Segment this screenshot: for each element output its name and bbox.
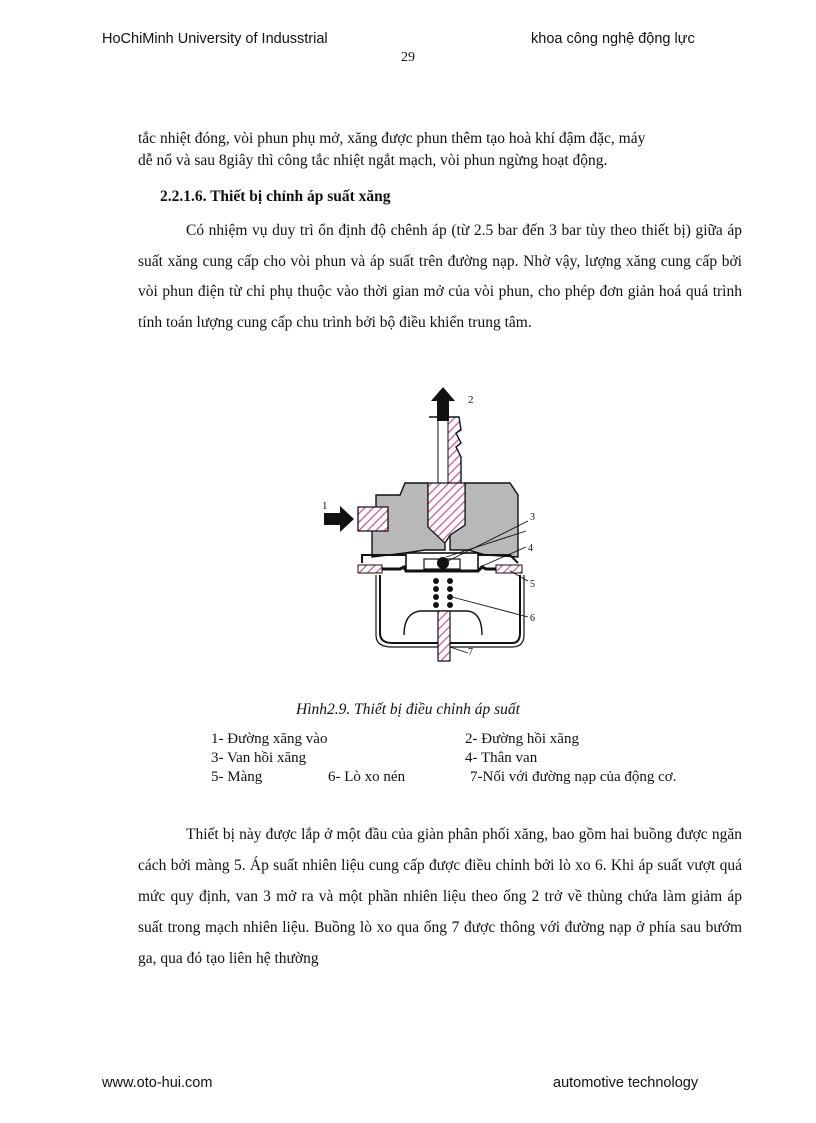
callout-3: 3 — [530, 512, 535, 523]
callout-4: 4 — [528, 543, 533, 554]
callout-1: 1 — [322, 500, 328, 512]
return-arrow — [431, 387, 455, 421]
paragraph-continuation — [138, 128, 742, 172]
footer-subject: automotive technology — [553, 1075, 699, 1091]
paragraph-text: Thiết bị này được lắp ở một đầu của giàn phân phối xăng, bao gồm hai buồng được ngăn cách bởi màng 5. Áp suất nhiên liệu cung cấp được điều chỉnh bởi lò xo 6. Khi áp suất vượt quá mức quy định, van 3 mở ra và một phần nhiên liệu theo ống 2 trở về thùng chứa làm giảm áp suất trong mạch nhiên liệu. Buồng lò xo qua ống 7 được thông với đường nạp ở phía sau bướm ga, qua đó tạo liên hệ thường — [138, 826, 742, 967]
legend-item: 6- Lò xo nén — [328, 769, 406, 785]
inlet-pipe — [358, 507, 388, 531]
paragraph-purpose — [138, 216, 742, 338]
valve-ball — [437, 557, 449, 569]
pressure-regulator-diagram — [300, 385, 560, 665]
paragraph-line: tắc nhiệt đóng, vòi phun phụ mở, xăng được phun thêm tạo hoà khí đậm đặc, máy — [138, 130, 646, 147]
page-number: 29 — [401, 50, 415, 65]
callout-2: 2 — [468, 394, 474, 406]
paragraph-line: dễ nổ và sau 8giây thì công tắc nhiệt ngắt mạch, vòi phun ngừng hoạt động. — [138, 152, 608, 169]
legend-item: 2- Đường hồi xăng — [465, 731, 579, 747]
intake-pipe — [438, 611, 450, 661]
callout-6: 6 — [530, 613, 535, 624]
legend-item: 4- Thân van — [465, 750, 538, 766]
figure-legend — [211, 730, 731, 787]
section-heading: 2.2.1.6. Thiết bị chỉnh áp suất xăng — [160, 188, 391, 205]
pressure-regulator-figure — [300, 385, 560, 665]
callout-7: 7 — [468, 647, 473, 658]
header-university: HoChiMinh University of Indusstrial — [102, 31, 328, 47]
compression-spring — [433, 578, 453, 608]
legend-item: 5- Màng — [211, 769, 263, 785]
inlet-arrow — [324, 506, 354, 532]
paragraph-text: Có nhiệm vụ duy trì ổn định độ chênh áp (từ 2.5 bar đến 3 bar tùy theo thiết bị) giữa áp suất xăng cung cấp cho vòi phun và áp suất trên đường nạp. Nhờ vậy, lượng xăng cung cấp bởi vòi phun điện từ chỉ phụ thuộc vào thời gian mở của vòi phun, cho phép đơn giản hoá quá trình tính toán lượng cung cấp chu trình bởi bộ điều khiển trung tâm. — [138, 222, 742, 331]
legend-item: 3- Van hồi xăng — [211, 750, 307, 766]
header-faculty: khoa công nghệ động lực — [531, 31, 695, 47]
figure-caption: Hình2.9. Thiết bị điều chỉnh áp suất — [296, 701, 520, 718]
legend-item: 1- Đường xăng vào — [211, 731, 328, 747]
callout-5: 5 — [530, 579, 535, 590]
legend-item: 7-Nối với đường nạp của động cơ. — [470, 769, 677, 785]
footer-website: www.oto-hui.com — [102, 1075, 213, 1091]
paragraph-description — [138, 819, 742, 974]
